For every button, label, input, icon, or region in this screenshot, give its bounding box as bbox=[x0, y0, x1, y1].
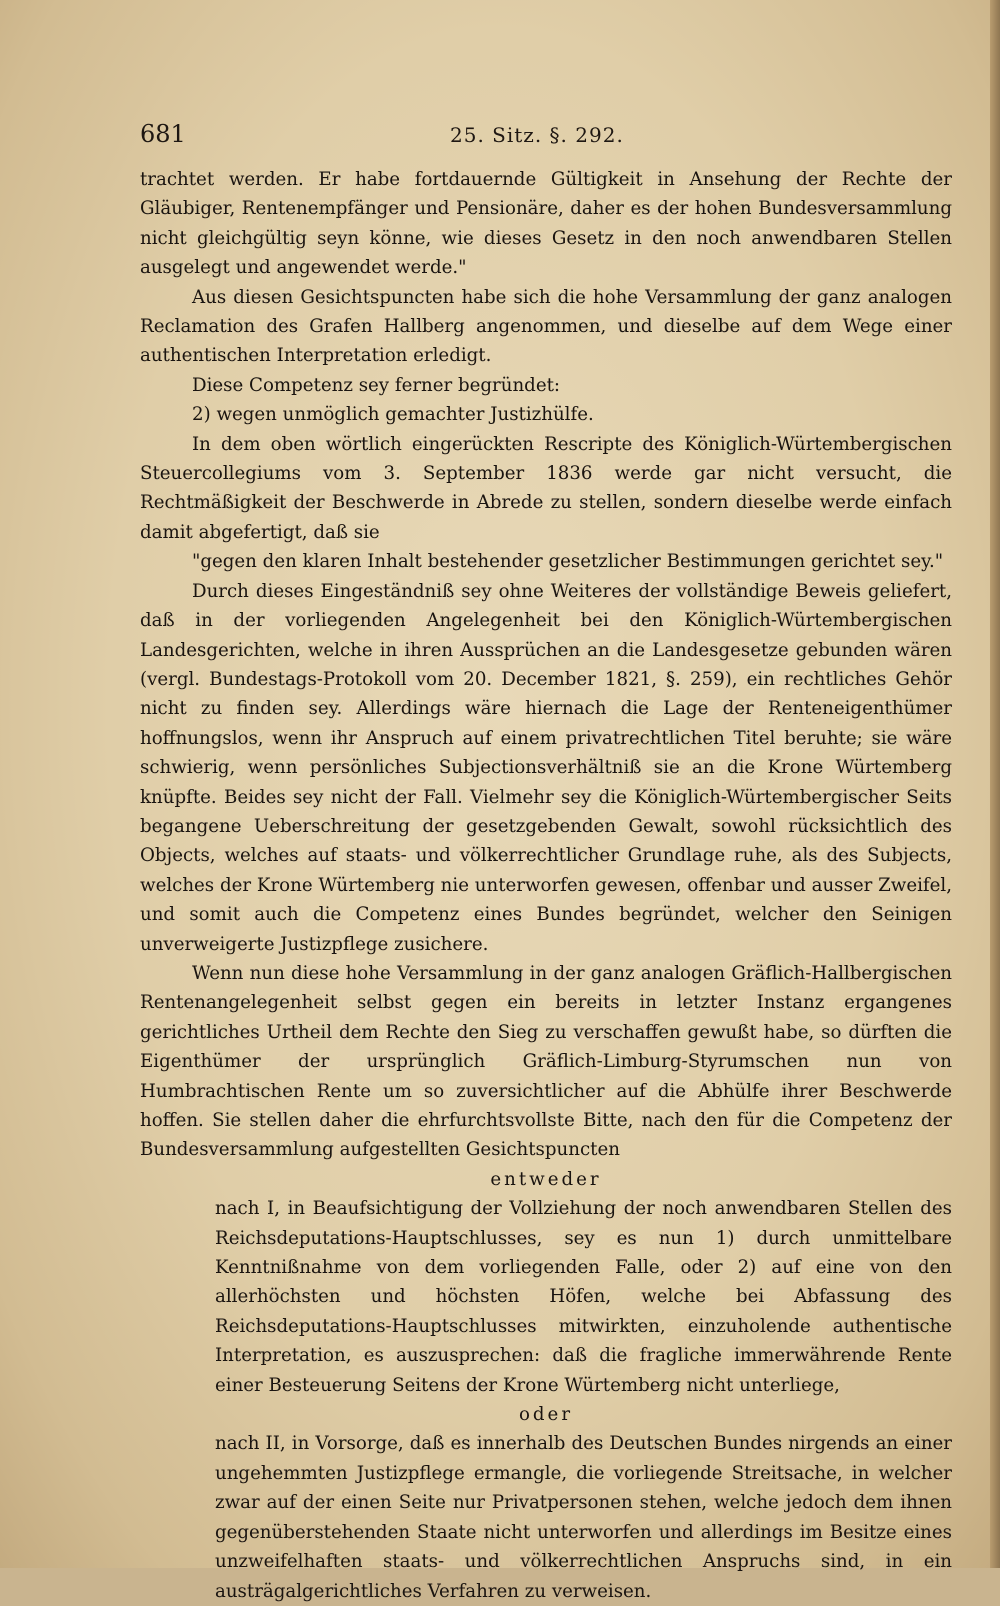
running-head: 25. Sitz. §. 292. bbox=[450, 123, 624, 147]
body-text bbox=[140, 165, 952, 1606]
paragraph: In dem oben wörtlich eingerückten Rescripte des Königlich-Würtembergischen Steuercollegiums vom 3. September 1836 werde gar nicht versucht, die Rechtmäßigkeit der Beschwerde in Abrede zu stellen, sondern dieselbe werde einfach damit abgefertigt, daß sie bbox=[140, 433, 952, 543]
option-item: nach II, in Vorsorge, daß es innerhalb des Deutschen Bundes nirgends an einer ungehemmten Justizpflege ermangle, die vorliegende Streitsache, in welcher zwar auf der einen Seite nur Privatpersonen stehen, welche jedoch dem ihnen gegenüberstehenden Staate nicht unterworfen und allerdings im Besitze eines unzweifelhaften staats- und völkerrechtlichen Anspruchs sind, in ein austrägalgerichtliches Verfahren zu verweisen. bbox=[215, 1433, 952, 1602]
page-edge bbox=[990, 0, 1000, 1568]
paragraph: Diese Competenz sey ferner begründet: bbox=[192, 374, 561, 396]
conjunction-oder: oder bbox=[518, 1404, 574, 1426]
paragraph: Aus diesen Gesichtspuncten habe sich die hohe Versammlung der ganz analogen Reclamation des Grafen Hallberg angenommen, und dieselbe auf dem Wege einer authentischen Interpretation erledigt. bbox=[140, 286, 952, 367]
page-header bbox=[140, 120, 955, 160]
paragraph: Durch dieses Eingeständniß sey ohne Weiteres der vollständige Beweis geliefert, daß in der vorliegenden Angelegenheit bei den Königlich-Würtembergischen Landesgerichten, welche in ihren Aussprüchen an die Landesgesetze gebunden wären (vergl. Bundestags-Protokoll vom 20. December 1821, §. 259), ein rechtliches Gehör nicht zu finden sey. Allerdings wäre hiernach die Lage der Renteneigenthümer hoffnungslos, wenn ihr Anspruch auf einem privatrechtlichen Titel beruhte; sie wäre schwierig, wenn persönliches Subjectionsverhältniß sie an die Krone Würtemberg knüpfte. Beides sey nicht der Fall. Vielmehr sey die Königlich-Würtembergischer Seits begangene Ueberschreitung der gesetzgebenden Gewalt, sowohl rücksichtlich des Objects, welches auf staats- und völkerrechtlicher Grundlage ruhe, als des Subjects, welches der Krone Würtemberg nie unterworfen gewesen, offenbar und ausser Zweifel, und somit auch die Competenz eines Bundes begründet, welcher den Seinigen unverweigerte Justizpflege zusichere. bbox=[140, 580, 952, 955]
paragraph: Wenn nun diese hohe Versammlung in der ganz analogen Gräflich-Hallbergischen Rentenangelegenheit selbst gegen ein bereits in letzter Instanz ergangenes gerichtliches Urtheil dem Rechte den Sieg zu verschaffen gewußt habe, so dürften die Eigenthümer der ursprünglich Gräflich-Limburg-Styrumschen nun von Humbrachtischen Rente um so zuversichtlicher auf die Abhülfe ihrer Beschwerde hoffen. Sie stellen daher die ehrfurchtsvollste Bitte, nach den für die Competenz der Bundesversammlung aufgestellten Gesichtspuncten bbox=[140, 962, 952, 1161]
conjunction-entweder: entweder bbox=[490, 1168, 602, 1190]
page-number: 681 bbox=[140, 120, 186, 148]
paragraph: 2) wegen unmöglich gemachter Justizhülfe. bbox=[192, 404, 594, 426]
option-item: nach I, in Beaufsichtigung der Vollziehung der noch anwendbaren Stellen des Reichsdeputations-Hauptschlusses, sey es nun 1) durch unmittelbare Kenntnißnahme von dem vorliegenden Falle, oder 2) auf eine von den allerhöchsten und höchsten Höfen, welche bei Abfassung des Reichsdeputations-Hauptschlusses mitwirkten, einzuholende authentische Interpretation, es auszusprechen: daß die fragliche immerwährende Rente einer Besteuerung Seitens der Krone Würtemberg nicht unterliege, bbox=[215, 1198, 952, 1396]
paragraph: trachtet werden. Er habe fortdauernde Gültigkeit in Ansehung der Rechte der Gläubiger, Rentenempfänger und Pensionäre, daher es der hohen Bundesversammlung nicht gleichgültig seyn könne, wie dieses Gesetz in den noch anwendbaren Stellen ausgelegt und angewendet werde." bbox=[140, 169, 952, 279]
quoted-line: "gegen den klaren Inhalt bestehender gesetzlicher Bestimmungen gerichtet sey." bbox=[192, 551, 944, 573]
